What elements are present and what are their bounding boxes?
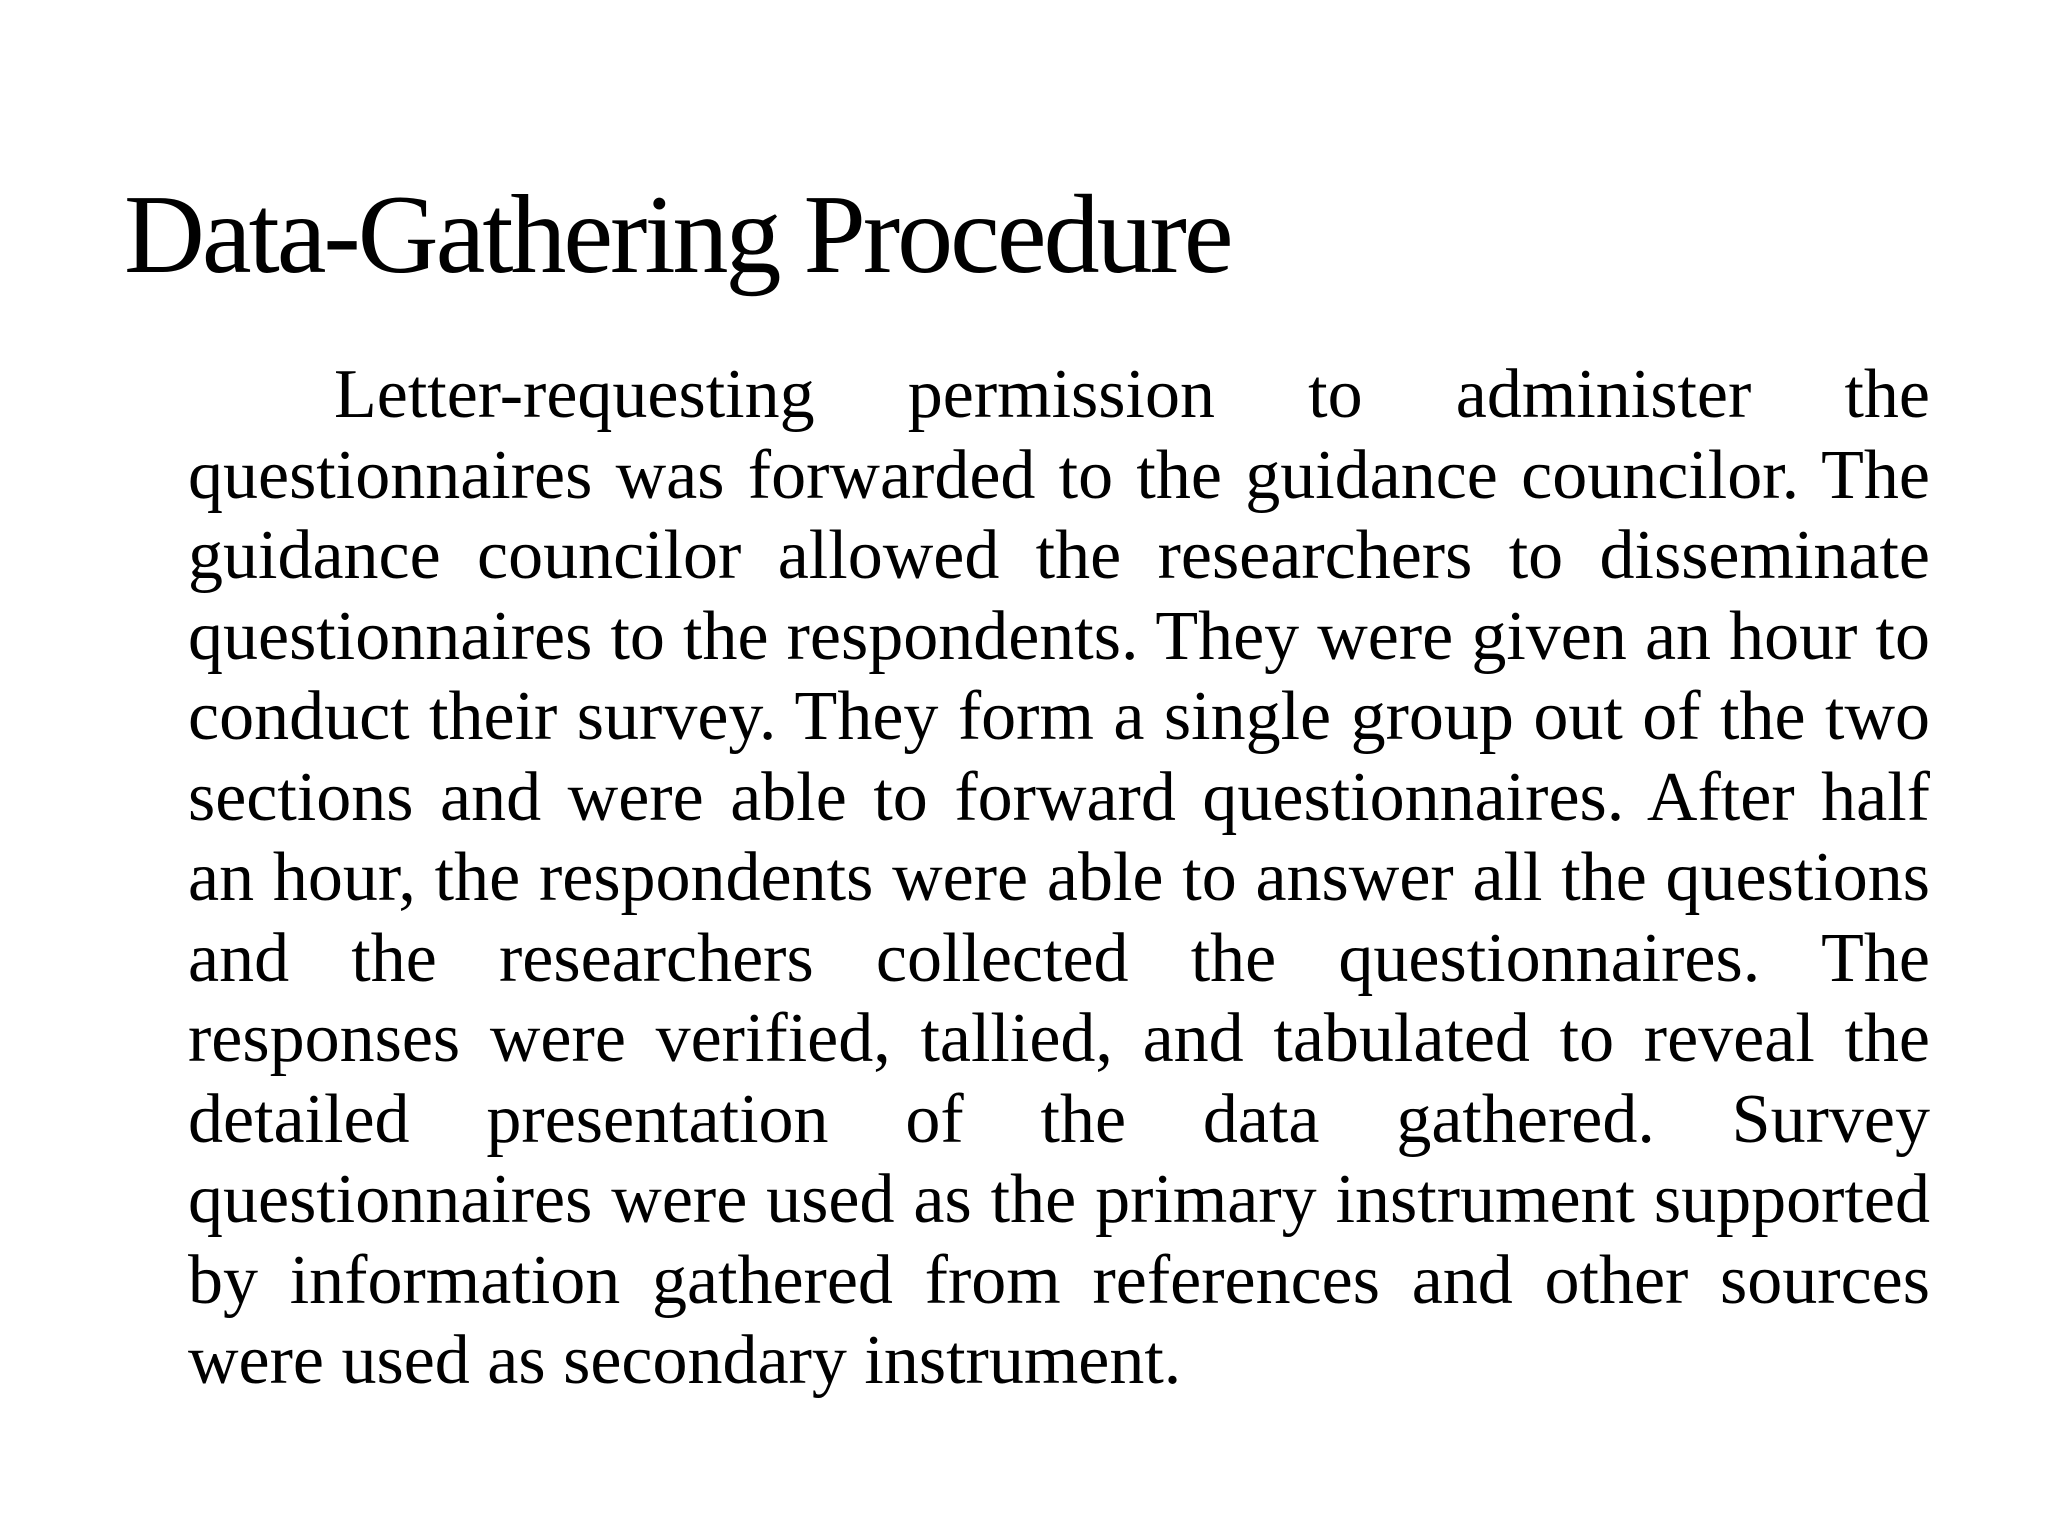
slide-title: Data-Gathering Procedure — [124, 173, 1231, 297]
body-paragraph: Letter-requesting permission to administer the questionnaires was forwarded to the guidance councilor. The guidance councilor allowed the researchers to disseminate questionnaires to the respondents. They were given an hour to conduct their survey. They form a single group out of the two sections and were able to forward questionnaires. After half an hour, the respondents were able to answer all the questions and the researchers collected the questionnaires. The responses were verified, tallied, and tabulated to reveal the detailed presentation of the data gathered. Survey questionnaires were used as the primary instrument supported by information gathered from references and other sources were used as secondary instrument. — [188, 356, 1930, 1399]
